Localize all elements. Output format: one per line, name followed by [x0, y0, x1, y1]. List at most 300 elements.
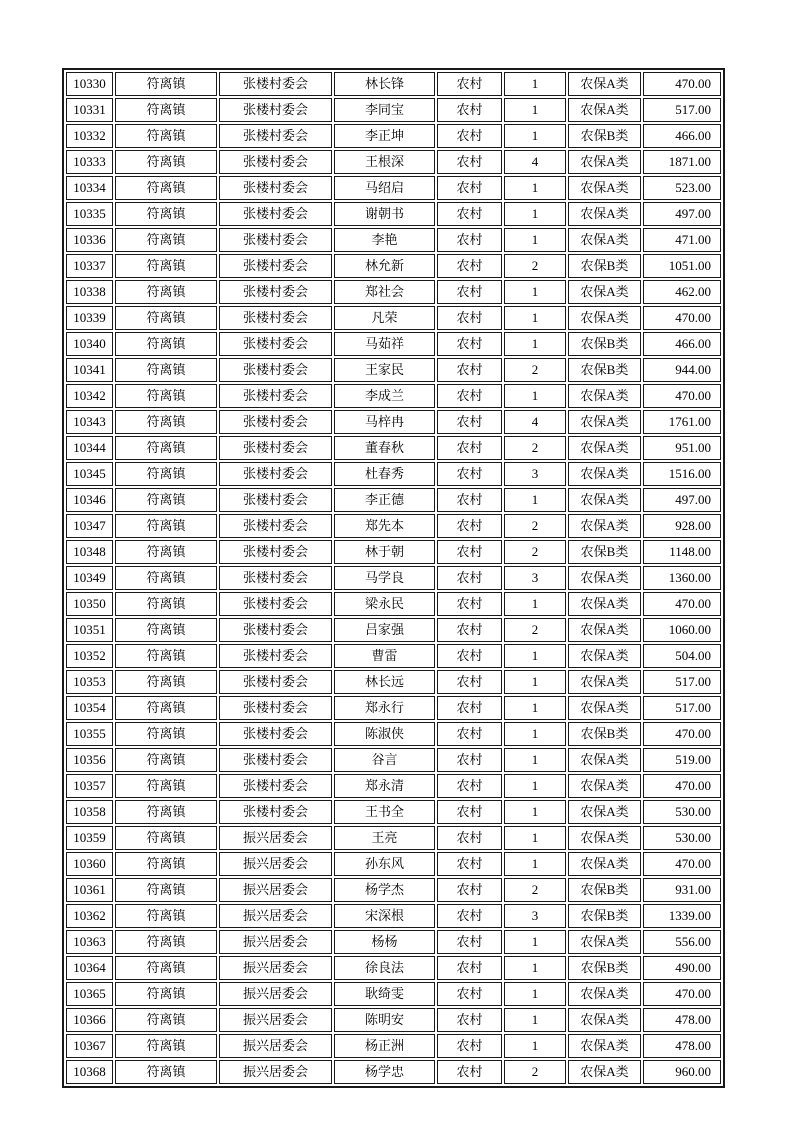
cell-village: 张楼村委会	[219, 592, 332, 616]
cell-id: 10342	[66, 384, 113, 408]
cell-id: 10355	[66, 722, 113, 746]
cell-town: 符离镇	[115, 150, 217, 174]
cell-category: 农保B类	[568, 722, 641, 746]
cell-count: 1	[504, 202, 566, 226]
cell-town: 符离镇	[115, 748, 217, 772]
cell-id: 10337	[66, 254, 113, 278]
cell-id: 10333	[66, 150, 113, 174]
cell-count: 1	[504, 72, 566, 96]
cell-id: 10358	[66, 800, 113, 824]
cell-count: 3	[504, 904, 566, 928]
cell-id: 10330	[66, 72, 113, 96]
cell-town: 符离镇	[115, 488, 217, 512]
cell-village: 张楼村委会	[219, 462, 332, 486]
cell-name: 李同宝	[334, 98, 435, 122]
cell-name: 林长锋	[334, 72, 435, 96]
cell-category: 农保A类	[568, 800, 641, 824]
table-row	[66, 930, 721, 954]
cell-amount: 928.00	[643, 514, 721, 538]
cell-category: 农保B类	[568, 540, 641, 564]
cell-count: 1	[504, 826, 566, 850]
cell-category: 农保A类	[568, 644, 641, 668]
cell-name: 杜春秀	[334, 462, 435, 486]
table-row	[66, 1008, 721, 1032]
cell-town: 符离镇	[115, 722, 217, 746]
cell-village: 振兴居委会	[219, 1034, 332, 1058]
cell-type: 农村	[437, 514, 502, 538]
cell-amount: 1360.00	[643, 566, 721, 590]
cell-type: 农村	[437, 72, 502, 96]
cell-name: 李成兰	[334, 384, 435, 408]
cell-village: 张楼村委会	[219, 800, 332, 824]
cell-village: 张楼村委会	[219, 384, 332, 408]
cell-name: 林于朝	[334, 540, 435, 564]
cell-type: 农村	[437, 202, 502, 226]
cell-name: 郑永行	[334, 696, 435, 720]
cell-id: 10331	[66, 98, 113, 122]
cell-amount: 466.00	[643, 124, 721, 148]
cell-id: 10348	[66, 540, 113, 564]
cell-town: 符离镇	[115, 644, 217, 668]
cell-id: 10366	[66, 1008, 113, 1032]
cell-type: 农村	[437, 826, 502, 850]
cell-town: 符离镇	[115, 124, 217, 148]
cell-type: 农村	[437, 956, 502, 980]
table-row	[66, 358, 721, 382]
cell-type: 农村	[437, 332, 502, 356]
cell-amount: 470.00	[643, 384, 721, 408]
cell-id: 10353	[66, 670, 113, 694]
cell-type: 农村	[437, 228, 502, 252]
cell-amount: 1516.00	[643, 462, 721, 486]
cell-town: 符离镇	[115, 176, 217, 200]
table-row	[66, 98, 721, 122]
cell-village: 振兴居委会	[219, 826, 332, 850]
cell-village: 振兴居委会	[219, 956, 332, 980]
cell-id: 10335	[66, 202, 113, 226]
cell-count: 1	[504, 956, 566, 980]
cell-village: 张楼村委会	[219, 774, 332, 798]
cell-village: 张楼村委会	[219, 98, 332, 122]
cell-type: 农村	[437, 462, 502, 486]
cell-amount: 1339.00	[643, 904, 721, 928]
cell-amount: 470.00	[643, 982, 721, 1006]
cell-name: 曹雷	[334, 644, 435, 668]
cell-id: 10340	[66, 332, 113, 356]
cell-count: 1	[504, 774, 566, 798]
cell-name: 李正德	[334, 488, 435, 512]
table-row	[66, 722, 721, 746]
cell-amount: 517.00	[643, 696, 721, 720]
cell-village: 张楼村委会	[219, 254, 332, 278]
cell-count: 1	[504, 488, 566, 512]
cell-amount: 504.00	[643, 644, 721, 668]
cell-town: 符离镇	[115, 410, 217, 434]
cell-town: 符离镇	[115, 930, 217, 954]
cell-name: 陈淑侠	[334, 722, 435, 746]
cell-village: 张楼村委会	[219, 410, 332, 434]
cell-type: 农村	[437, 722, 502, 746]
cell-count: 1	[504, 384, 566, 408]
cell-town: 符离镇	[115, 696, 217, 720]
cell-name: 郑社会	[334, 280, 435, 304]
cell-name: 郑先本	[334, 514, 435, 538]
table-row	[66, 852, 721, 876]
table-row	[66, 514, 721, 538]
cell-village: 张楼村委会	[219, 618, 332, 642]
cell-town: 符离镇	[115, 540, 217, 564]
cell-name: 杨学杰	[334, 878, 435, 902]
cell-id: 10360	[66, 852, 113, 876]
table-row	[66, 904, 721, 928]
cell-category: 农保B类	[568, 332, 641, 356]
table-row	[66, 72, 721, 96]
cell-village: 张楼村委会	[219, 696, 332, 720]
table-row	[66, 436, 721, 460]
cell-count: 3	[504, 462, 566, 486]
cell-amount: 1060.00	[643, 618, 721, 642]
cell-village: 振兴居委会	[219, 904, 332, 928]
cell-name: 杨杨	[334, 930, 435, 954]
cell-id: 10352	[66, 644, 113, 668]
cell-town: 符离镇	[115, 436, 217, 460]
cell-name: 马梓冉	[334, 410, 435, 434]
cell-amount: 470.00	[643, 592, 721, 616]
cell-amount: 470.00	[643, 306, 721, 330]
cell-count: 4	[504, 150, 566, 174]
table-row	[66, 228, 721, 252]
cell-village: 张楼村委会	[219, 436, 332, 460]
cell-type: 农村	[437, 644, 502, 668]
cell-amount: 478.00	[643, 1008, 721, 1032]
table-row	[66, 956, 721, 980]
cell-category: 农保B类	[568, 878, 641, 902]
cell-amount: 951.00	[643, 436, 721, 460]
cell-amount: 470.00	[643, 72, 721, 96]
cell-village: 张楼村委会	[219, 748, 332, 772]
benefits-table	[62, 68, 725, 1088]
table-row	[66, 124, 721, 148]
cell-count: 1	[504, 176, 566, 200]
cell-category: 农保A类	[568, 436, 641, 460]
cell-amount: 1761.00	[643, 410, 721, 434]
cell-id: 10361	[66, 878, 113, 902]
cell-id: 10367	[66, 1034, 113, 1058]
cell-type: 农村	[437, 774, 502, 798]
table-row	[66, 826, 721, 850]
cell-village: 张楼村委会	[219, 566, 332, 590]
cell-town: 符离镇	[115, 956, 217, 980]
table-row	[66, 982, 721, 1006]
cell-type: 农村	[437, 124, 502, 148]
cell-category: 农保A类	[568, 774, 641, 798]
cell-town: 符离镇	[115, 1060, 217, 1084]
cell-count: 1	[504, 124, 566, 148]
cell-amount: 931.00	[643, 878, 721, 902]
cell-id: 10334	[66, 176, 113, 200]
cell-id: 10357	[66, 774, 113, 798]
cell-town: 符离镇	[115, 852, 217, 876]
cell-id: 10344	[66, 436, 113, 460]
cell-count: 3	[504, 566, 566, 590]
cell-type: 农村	[437, 930, 502, 954]
cell-type: 农村	[437, 904, 502, 928]
cell-type: 农村	[437, 540, 502, 564]
cell-name: 杨正洲	[334, 1034, 435, 1058]
cell-category: 农保B类	[568, 956, 641, 980]
cell-category: 农保A类	[568, 592, 641, 616]
table-body	[66, 72, 721, 1084]
cell-amount: 517.00	[643, 98, 721, 122]
cell-type: 农村	[437, 696, 502, 720]
cell-count: 1	[504, 306, 566, 330]
cell-id: 10364	[66, 956, 113, 980]
cell-village: 张楼村委会	[219, 202, 332, 226]
cell-town: 符离镇	[115, 982, 217, 1006]
cell-village: 张楼村委会	[219, 540, 332, 564]
cell-name: 林长远	[334, 670, 435, 694]
cell-amount: 944.00	[643, 358, 721, 382]
cell-town: 符离镇	[115, 280, 217, 304]
cell-type: 农村	[437, 852, 502, 876]
table-row	[66, 462, 721, 486]
cell-village: 张楼村委会	[219, 280, 332, 304]
cell-village: 张楼村委会	[219, 332, 332, 356]
table-row	[66, 306, 721, 330]
cell-town: 符离镇	[115, 878, 217, 902]
cell-type: 农村	[437, 982, 502, 1006]
cell-name: 梁永民	[334, 592, 435, 616]
table-row	[66, 254, 721, 278]
cell-village: 张楼村委会	[219, 488, 332, 512]
cell-name: 马绍启	[334, 176, 435, 200]
cell-village: 张楼村委会	[219, 306, 332, 330]
cell-village: 振兴居委会	[219, 878, 332, 902]
cell-name: 王根深	[334, 150, 435, 174]
cell-name: 李艳	[334, 228, 435, 252]
cell-village: 张楼村委会	[219, 514, 332, 538]
cell-id: 10351	[66, 618, 113, 642]
cell-amount: 471.00	[643, 228, 721, 252]
cell-id: 10363	[66, 930, 113, 954]
cell-village: 张楼村委会	[219, 150, 332, 174]
cell-category: 农保A类	[568, 410, 641, 434]
cell-id: 10356	[66, 748, 113, 772]
cell-town: 符离镇	[115, 98, 217, 122]
cell-count: 1	[504, 670, 566, 694]
cell-id: 10339	[66, 306, 113, 330]
cell-count: 1	[504, 800, 566, 824]
table-row	[66, 774, 721, 798]
cell-amount: 470.00	[643, 852, 721, 876]
table-row	[66, 566, 721, 590]
cell-count: 1	[504, 982, 566, 1006]
cell-amount: 1148.00	[643, 540, 721, 564]
cell-category: 农保A类	[568, 826, 641, 850]
cell-count: 2	[504, 254, 566, 278]
cell-category: 农保A类	[568, 618, 641, 642]
table-row	[66, 618, 721, 642]
cell-name: 郑永清	[334, 774, 435, 798]
cell-name: 徐良法	[334, 956, 435, 980]
table-row	[66, 410, 721, 434]
cell-amount: 497.00	[643, 488, 721, 512]
cell-count: 1	[504, 748, 566, 772]
cell-type: 农村	[437, 358, 502, 382]
table-row	[66, 1034, 721, 1058]
cell-type: 农村	[437, 800, 502, 824]
table-row	[66, 878, 721, 902]
cell-amount: 470.00	[643, 774, 721, 798]
cell-amount: 960.00	[643, 1060, 721, 1084]
cell-amount: 519.00	[643, 748, 721, 772]
cell-category: 农保A类	[568, 566, 641, 590]
cell-name: 林允新	[334, 254, 435, 278]
cell-town: 符离镇	[115, 254, 217, 278]
cell-category: 农保B类	[568, 904, 641, 928]
cell-category: 农保A类	[568, 150, 641, 174]
cell-type: 农村	[437, 150, 502, 174]
cell-category: 农保B类	[568, 358, 641, 382]
cell-amount: 530.00	[643, 826, 721, 850]
cell-type: 农村	[437, 1060, 502, 1084]
cell-town: 符离镇	[115, 592, 217, 616]
table-row	[66, 800, 721, 824]
cell-count: 1	[504, 280, 566, 304]
cell-amount: 530.00	[643, 800, 721, 824]
cell-town: 符离镇	[115, 332, 217, 356]
cell-category: 农保A类	[568, 1060, 641, 1084]
cell-amount: 1051.00	[643, 254, 721, 278]
cell-amount: 523.00	[643, 176, 721, 200]
table-row	[66, 592, 721, 616]
table-row	[66, 332, 721, 356]
cell-name: 王书全	[334, 800, 435, 824]
cell-category: 农保A类	[568, 98, 641, 122]
table-row	[66, 644, 721, 668]
cell-id: 10338	[66, 280, 113, 304]
cell-category: 农保A类	[568, 670, 641, 694]
cell-count: 2	[504, 514, 566, 538]
cell-category: 农保B类	[568, 124, 641, 148]
cell-name: 杨学忠	[334, 1060, 435, 1084]
cell-id: 10341	[66, 358, 113, 382]
cell-town: 符离镇	[115, 826, 217, 850]
cell-type: 农村	[437, 748, 502, 772]
table-row	[66, 280, 721, 304]
cell-category: 农保A类	[568, 1034, 641, 1058]
cell-id: 10362	[66, 904, 113, 928]
cell-town: 符离镇	[115, 800, 217, 824]
cell-amount: 1871.00	[643, 150, 721, 174]
cell-count: 2	[504, 436, 566, 460]
cell-category: 农保A类	[568, 1008, 641, 1032]
cell-type: 农村	[437, 254, 502, 278]
cell-type: 农村	[437, 280, 502, 304]
cell-town: 符离镇	[115, 1034, 217, 1058]
cell-count: 1	[504, 852, 566, 876]
cell-village: 振兴居委会	[219, 1060, 332, 1084]
cell-town: 符离镇	[115, 306, 217, 330]
cell-type: 农村	[437, 384, 502, 408]
table-row	[66, 384, 721, 408]
cell-town: 符离镇	[115, 202, 217, 226]
cell-category: 农保A类	[568, 488, 641, 512]
cell-name: 李正坤	[334, 124, 435, 148]
table-row	[66, 1060, 721, 1084]
cell-type: 农村	[437, 488, 502, 512]
cell-amount: 490.00	[643, 956, 721, 980]
cell-type: 农村	[437, 1034, 502, 1058]
cell-town: 符离镇	[115, 774, 217, 798]
cell-village: 张楼村委会	[219, 124, 332, 148]
cell-category: 农保A类	[568, 228, 641, 252]
cell-type: 农村	[437, 410, 502, 434]
cell-town: 符离镇	[115, 1008, 217, 1032]
cell-village: 张楼村委会	[219, 228, 332, 252]
cell-town: 符离镇	[115, 618, 217, 642]
cell-name: 谢朝书	[334, 202, 435, 226]
cell-count: 2	[504, 540, 566, 564]
cell-amount: 462.00	[643, 280, 721, 304]
cell-category: 农保A类	[568, 696, 641, 720]
cell-name: 马茹祥	[334, 332, 435, 356]
cell-village: 张楼村委会	[219, 722, 332, 746]
cell-name: 凡荣	[334, 306, 435, 330]
cell-town: 符离镇	[115, 566, 217, 590]
cell-id: 10368	[66, 1060, 113, 1084]
cell-town: 符离镇	[115, 462, 217, 486]
cell-amount: 470.00	[643, 722, 721, 746]
cell-id: 10343	[66, 410, 113, 434]
cell-town: 符离镇	[115, 514, 217, 538]
cell-village: 振兴居委会	[219, 852, 332, 876]
cell-category: 农保A类	[568, 306, 641, 330]
cell-town: 符离镇	[115, 670, 217, 694]
cell-id: 10347	[66, 514, 113, 538]
cell-village: 张楼村委会	[219, 644, 332, 668]
cell-name: 吕家强	[334, 618, 435, 642]
cell-town: 符离镇	[115, 904, 217, 928]
cell-type: 农村	[437, 98, 502, 122]
cell-type: 农村	[437, 618, 502, 642]
cell-category: 农保A类	[568, 982, 641, 1006]
table-row	[66, 150, 721, 174]
cell-name: 孙东风	[334, 852, 435, 876]
cell-category: 农保A类	[568, 202, 641, 226]
cell-id: 10346	[66, 488, 113, 512]
cell-name: 王亮	[334, 826, 435, 850]
cell-category: 农保A类	[568, 852, 641, 876]
cell-amount: 478.00	[643, 1034, 721, 1058]
table-row	[66, 670, 721, 694]
cell-name: 耿绮雯	[334, 982, 435, 1006]
cell-village: 振兴居委会	[219, 930, 332, 954]
cell-id: 10336	[66, 228, 113, 252]
cell-village: 张楼村委会	[219, 176, 332, 200]
cell-id: 10354	[66, 696, 113, 720]
cell-town: 符离镇	[115, 228, 217, 252]
cell-count: 1	[504, 722, 566, 746]
cell-count: 2	[504, 618, 566, 642]
cell-count: 4	[504, 410, 566, 434]
cell-id: 10365	[66, 982, 113, 1006]
cell-category: 农保A类	[568, 930, 641, 954]
cell-amount: 556.00	[643, 930, 721, 954]
cell-village: 张楼村委会	[219, 358, 332, 382]
table-row	[66, 176, 721, 200]
cell-amount: 497.00	[643, 202, 721, 226]
